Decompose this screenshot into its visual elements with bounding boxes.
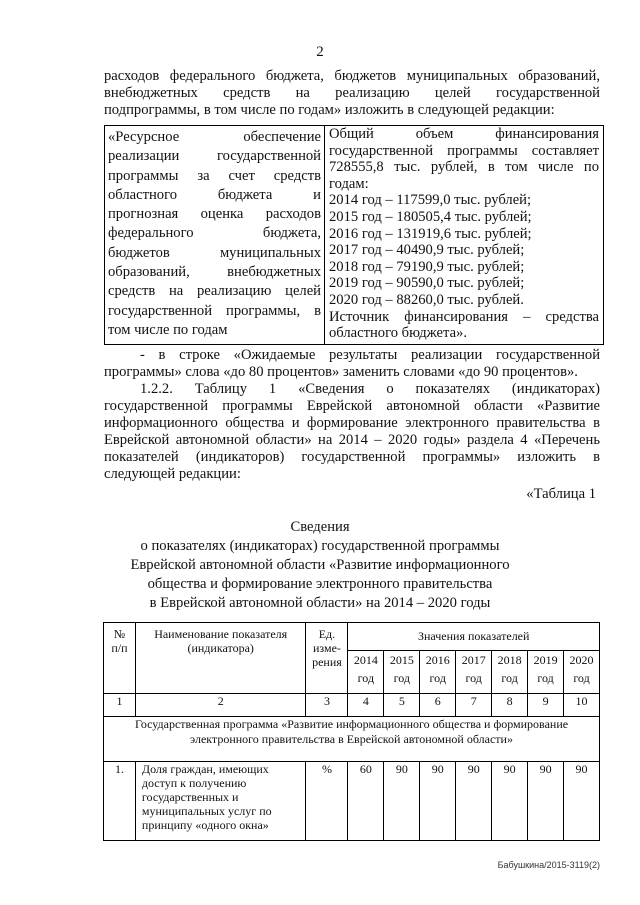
resource-box-left <box>105 126 325 344</box>
column-numbers-row <box>104 694 600 717</box>
box-line: 2020 год – 88260,0 тыс. рублей. <box>329 291 524 308</box>
year-suffix: год <box>573 671 590 685</box>
col-number: 6 <box>420 694 456 717</box>
page-number: 2 <box>316 44 324 60</box>
program-row <box>104 717 600 762</box>
header-unit <box>306 623 348 694</box>
year: 2017 <box>461 653 486 667</box>
table-title <box>80 518 560 613</box>
box-line: 2014 год – 117599,0 тыс. рублей; <box>329 192 532 209</box>
table-row <box>104 762 600 841</box>
text-line: государственной программы Еврейской автономной области «Развитие <box>104 398 600 414</box>
box-line: бюджетов муниципальных <box>108 244 321 261</box>
row-value: 90 <box>492 762 528 841</box>
year-cell <box>492 651 528 694</box>
text-line: показателей (индикаторов) государственной программы» изложить в <box>104 449 600 465</box>
table-label: «Таблица 1 <box>526 486 596 502</box>
box-line: областного бюджета и <box>108 186 321 203</box>
year-suffix: год <box>465 671 482 685</box>
col-number: 1 <box>104 694 136 717</box>
col-number: 7 <box>456 694 492 717</box>
title-line: Сведения <box>290 519 350 535</box>
row-name: Доля граждан, имеющих доступ к получению государственных и муниципальных услуг по принципу «одного окна» <box>135 762 306 841</box>
year: 2020 <box>569 653 594 667</box>
box-line: 2016 год – 131919,6 тыс. рублей; <box>329 225 532 242</box>
title-line: о показателях (индикаторах) государственной программы <box>140 538 500 554</box>
year-suffix: год <box>357 671 375 685</box>
header-row <box>104 623 600 651</box>
box-line: 2019 год – 90590,0 тыс. рублей; <box>329 275 525 292</box>
year-cell <box>384 651 420 694</box>
text-line: программы» слова «до 80 процентов» заменить словами «до 90 процентов». <box>104 364 578 380</box>
col-number: 9 <box>528 694 564 717</box>
year-suffix: год <box>429 671 446 685</box>
box-line: том числе по годам <box>108 321 228 338</box>
box-line: «Ресурсное обеспечение <box>108 129 321 145</box>
document-code: Бабушкина/2015-3119(2) <box>497 860 600 870</box>
col-number: 10 <box>564 694 600 717</box>
header-no <box>104 623 136 694</box>
year: 2015 <box>389 653 414 667</box>
year-suffix: год <box>501 671 518 685</box>
year-suffix: год <box>393 671 410 685</box>
box-line: 2017 год – 40490,9 тыс. рублей; <box>329 242 525 259</box>
row-value: 90 <box>528 762 564 841</box>
col-number: 4 <box>348 694 384 717</box>
row-unit: % <box>306 762 348 841</box>
year-cell <box>528 651 564 694</box>
year-cell <box>456 651 492 694</box>
text-line: внебюджетных средств на реализацию целей государственной <box>104 85 600 101</box>
text-line: - в строке «Ожидаемые результаты реализации государственной <box>140 347 600 363</box>
box-line: годам: <box>329 175 369 192</box>
col-number: 5 <box>384 694 420 717</box>
row-no: 1. <box>104 762 136 841</box>
text-line: информационного общества и формирование электронного правительства в <box>104 415 600 431</box>
col-number: 8 <box>492 694 528 717</box>
year-cell <box>420 651 456 694</box>
box-line: средств на реализацию целей <box>108 283 321 300</box>
text-line: подпрограммы, в том числе по годам» изложить в следующей редакции: <box>104 102 555 118</box>
title-line: общества и формирование электронного правительства <box>147 576 493 592</box>
box-line: прогнозная оценка расходов <box>108 206 321 223</box>
box-line: Источник финансирования – средства <box>329 308 599 325</box>
row-value: 60 <box>348 762 384 841</box>
row-value: 90 <box>456 762 492 841</box>
header-text: рения <box>312 655 342 669</box>
year-cell <box>348 651 384 694</box>
table-change-paragraph <box>104 381 600 483</box>
text-line: Еврейской автономной области» на 2014 – 2020 годы» раздела 4 «Перечень <box>104 432 600 448</box>
intro-paragraph <box>104 68 600 119</box>
box-line: областного бюджета». <box>329 325 468 342</box>
resource-box-right <box>325 126 603 344</box>
col-number: 3 <box>306 694 348 717</box>
header-name: Наименование показателя (индикатора) <box>135 623 306 694</box>
box-line: государственной программы составляет <box>329 142 599 159</box>
row-value: 90 <box>384 762 420 841</box>
year-cell <box>564 651 600 694</box>
box-line: 2018 год – 79190,9 тыс. рублей; <box>329 258 525 275</box>
indicators-table <box>103 622 600 841</box>
resource-box <box>104 125 604 345</box>
header-text: изме- <box>312 641 341 655</box>
box-line: 2015 год – 180505,4 тыс. рублей; <box>329 208 532 225</box>
program-title: Государственная программа «Развитие информационного общества и формирование электронного правительства в Еврейской автономной области» <box>104 717 600 762</box>
box-line: Общий объем финансирования <box>329 126 599 142</box>
row-value: 90 <box>420 762 456 841</box>
box-line: программы за счет средств <box>108 167 321 184</box>
year: 2014 <box>353 653 378 667</box>
col-number: 2 <box>135 694 306 717</box>
expected-results-paragraph <box>104 347 600 381</box>
title-line: в Еврейской автономной области» на 2014 – 2020 годы <box>149 595 491 611</box>
year-suffix: год <box>537 671 554 685</box>
title-line: Еврейской автономной области «Развитие информационного <box>130 557 510 573</box>
year: 2016 <box>425 653 450 667</box>
box-line: реализации государственной <box>108 148 321 165</box>
row-value: 90 <box>564 762 600 841</box>
text-line: следующей редакции: <box>104 466 241 482</box>
box-line: государственной программы, в <box>108 302 321 319</box>
header-text: № <box>113 627 126 641</box>
box-line: образований, внебюджетных <box>108 264 321 281</box>
text-line: расходов федерального бюджета, бюджетов муниципальных образований, <box>104 68 600 84</box>
year: 2019 <box>533 653 558 667</box>
year: 2018 <box>497 653 522 667</box>
header-values: Значения показателей <box>348 623 600 651</box>
header-text: п/п <box>111 641 128 655</box>
box-line: федерального бюджета, <box>108 225 321 242</box>
text-line: 1.2.2. Таблицу 1 «Сведения о показателях (индикаторах) <box>140 381 600 397</box>
header-text: Ед. <box>318 627 336 641</box>
box-line: 728555,8 тыс. рублей, в том числе по <box>329 159 599 176</box>
